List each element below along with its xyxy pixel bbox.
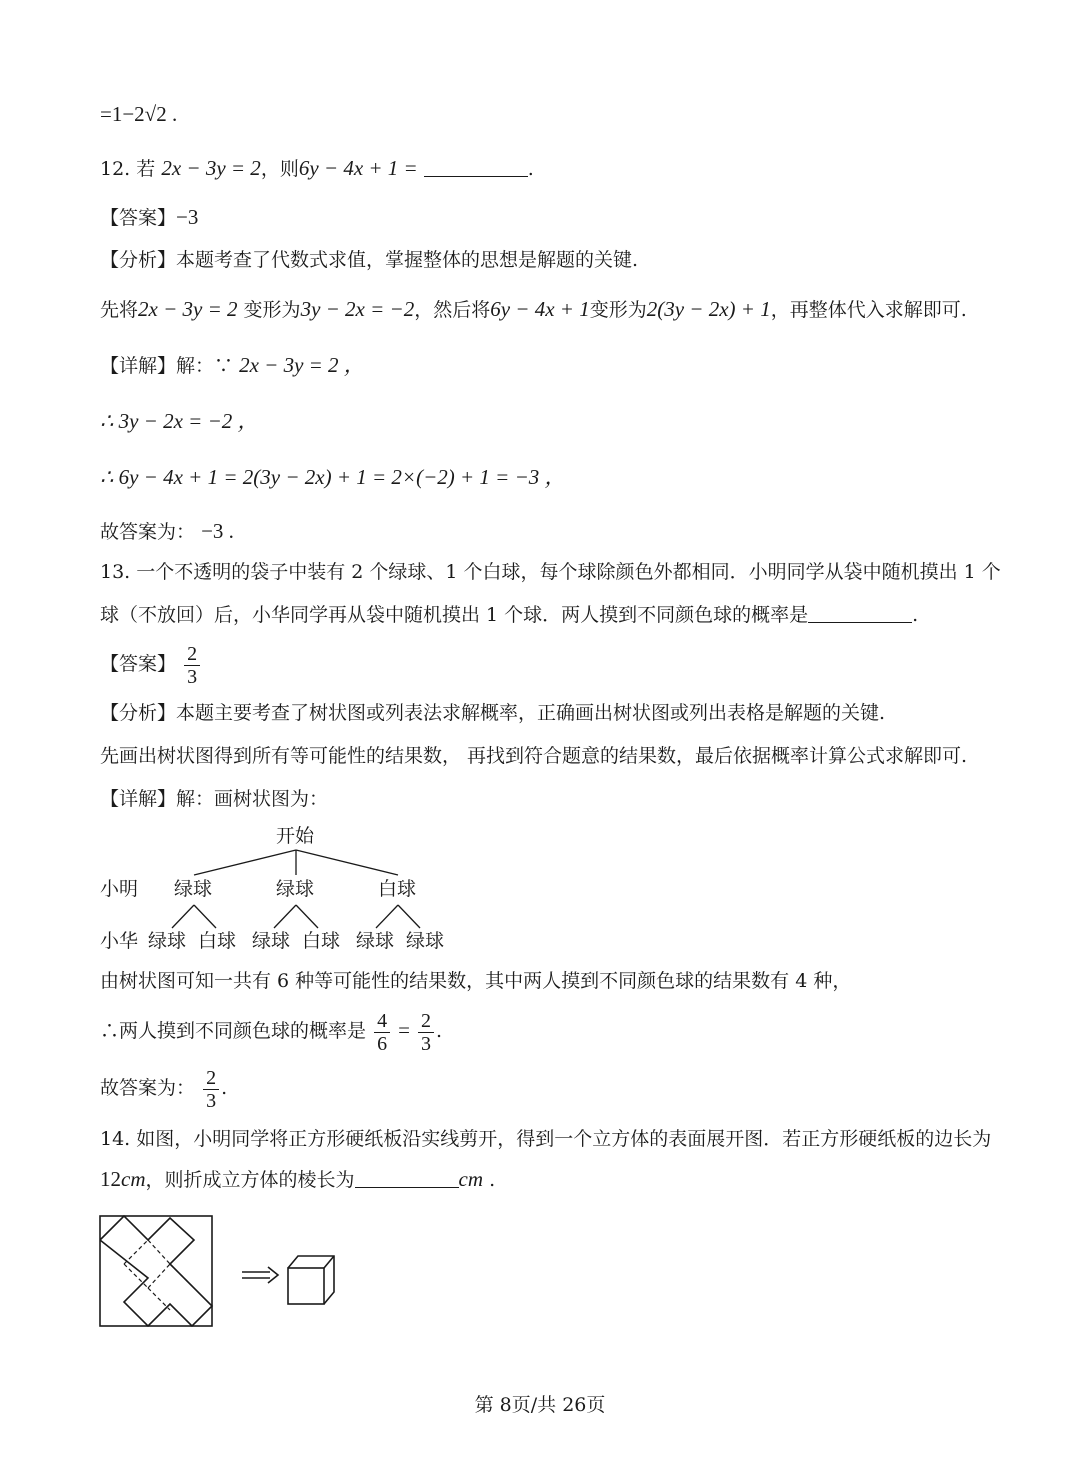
fraction-den: 3 <box>206 1089 217 1112</box>
q13-prob-equals: = <box>398 1018 410 1042</box>
q12-answer-value: −3 <box>176 205 199 229</box>
q12-method-eq1: 2x − 3y = 2 <box>138 297 238 321</box>
q12-detail <box>100 351 365 380</box>
q13-line1: 一个不透明的袋子中装有 2 个绿球、1 个白球，每个球除颜色外都相同．小明同学从袋中随机摸出 1 个 <box>136 561 1001 583</box>
q13-line2-end: . <box>912 604 919 626</box>
prev-answer-line: =1−2√2 . <box>100 102 178 126</box>
q12-method-a: 先将 <box>100 299 139 321</box>
q12-detail-tag: 【详解】 <box>100 355 177 377</box>
q14-line1: 如图，小明同学将正方形硬纸板沿实线剪开，得到一个立方体的表面展开图．若正方形硬纸板的边长为 <box>136 1128 992 1150</box>
q13-analysis-tag: 【分析】 <box>100 702 177 724</box>
tree-level2-node: 绿球 <box>148 930 187 952</box>
q12-eq1: 2x − 3y = 2 <box>161 156 261 180</box>
q14-size-unit: cm <box>121 1167 146 1191</box>
q12-analysis-tag: 【分析】 <box>100 249 177 271</box>
q12-step1: ∴ 3y − 2x = −2 ， <box>100 409 259 433</box>
q13-final <box>100 1064 227 1112</box>
tree-level2-node: 白球 <box>198 930 237 952</box>
q13-prob-fraction2 <box>418 1010 434 1055</box>
tree-level1-node: 白球 <box>378 878 417 900</box>
fraction-den: 3 <box>421 1032 431 1055</box>
q13-detail-intro: 解：画树状图为： <box>176 788 329 810</box>
q13-final-end: . <box>221 1077 228 1099</box>
q12-end: . <box>527 158 534 180</box>
q13-prob-prefix: ∴两人摸到不同颜色球的概率是 <box>100 1020 367 1042</box>
tree-diagram <box>96 818 476 958</box>
q13-analysis-text: 本题主要考查了树状图或列表法求解概率，正确画出树状图或列出表格是解题的关键. <box>176 702 886 724</box>
q14-size-value: 12 <box>100 1167 121 1191</box>
q12-method <box>100 295 967 324</box>
q14-answer-blank <box>355 1165 459 1188</box>
q14-line2-text: ，则折成立方体的棱长为 <box>145 1169 355 1191</box>
page-footer: 第 8页/共 26页 <box>474 1394 606 1416</box>
q12-pre: 若 <box>136 158 156 180</box>
tree-level2-node: 绿球 <box>356 930 395 952</box>
q12-method-d: 变形为 <box>589 299 647 321</box>
q12-detail-eq: 2x − 3y = 2 ， <box>239 353 365 377</box>
q12-answer <box>100 203 198 232</box>
q13-question-line2 <box>100 600 918 629</box>
tree-root: 开始 <box>276 825 315 847</box>
fraction-num: 2 <box>421 1009 431 1032</box>
q13-detail-tag: 【详解】 <box>100 788 177 810</box>
q12-method-eq3: 6y − 4x + 1 <box>490 297 590 321</box>
q12-method-b: 变形为 <box>243 299 301 321</box>
q14-number: 14. <box>100 1128 131 1150</box>
q14-question-line1 <box>100 1125 991 1153</box>
q13-detail <box>100 785 328 813</box>
q12-analysis-text: 本题考查了代数式求值，掌握整体的思想是解题的关键. <box>176 249 639 271</box>
q12-method-eq2: 3y − 2x = −2 <box>300 297 415 321</box>
q14-figure <box>96 1212 346 1332</box>
q13-answer-blank <box>808 600 912 623</box>
q13-prob-fraction1 <box>374 1010 390 1055</box>
q13-conclusion: 由树状图可知一共有 6 种等可能性的结果数，其中两人摸到不同颜色球的结果数有 4 种， <box>100 970 852 992</box>
fraction-num: 2 <box>206 1066 217 1089</box>
q13-method: 先画出树状图得到所有等可能性的结果数， 再找到符合题意的结果数，最后依据概率计算公式求解即可. <box>100 745 968 767</box>
tree-level2-node: 绿球 <box>252 930 291 952</box>
q12-final-prefix: 故答案为： <box>100 521 196 543</box>
q12-method-e: ，再整体代入求解即可. <box>770 299 967 321</box>
q12-mid: ，则 <box>260 158 299 180</box>
q12-number: 12. <box>100 158 131 180</box>
q13-answer <box>100 640 202 688</box>
q13-line2: 球（不放回）后，小华同学再从袋中随机摸出 1 个球．两人摸到不同颜色球的概率是 <box>100 604 809 626</box>
q12-analysis <box>100 246 638 274</box>
tree-level1-label: 小明 <box>100 878 139 900</box>
q13-final-prefix: 故答案为： <box>100 1077 196 1099</box>
q12-method-eq4: 2(3y − 2x) + 1 <box>646 297 771 321</box>
q13-probability <box>100 1006 442 1055</box>
q12-final <box>100 517 234 546</box>
tree-level2-node: 白球 <box>302 930 341 952</box>
tree-level2-label: 小华 <box>100 930 139 952</box>
q12-answer-blank <box>424 154 528 177</box>
q13-answer-fraction <box>184 643 200 688</box>
fraction-den: 6 <box>377 1032 388 1055</box>
tree-level2-node: 绿球 <box>406 930 445 952</box>
q13-prob-end: . <box>436 1020 443 1042</box>
q14-question-line2 <box>100 1165 495 1194</box>
q12-question <box>100 154 534 183</box>
q12-detail-intro: 解：∵ <box>176 355 234 377</box>
q13-question-line1 <box>100 558 1001 586</box>
q12-eq2: 6y − 4x + 1 = <box>298 156 418 180</box>
q13-analysis <box>100 699 885 727</box>
q12-final-value: −3 . <box>201 519 234 543</box>
fraction-num: 4 <box>377 1009 388 1032</box>
q12-method-c: ，然后将 <box>414 299 491 321</box>
tree-level1-node: 绿球 <box>276 878 315 900</box>
q13-answer-tag: 【答案】 <box>100 653 177 675</box>
q13-final-fraction <box>203 1067 219 1112</box>
tree-level1-node: 绿球 <box>174 878 213 900</box>
net-cut-lines <box>100 1216 212 1326</box>
q12-answer-tag: 【答案】 <box>100 207 177 229</box>
q13-number: 13. <box>100 561 131 583</box>
q13-answer-den: 3 <box>187 665 198 688</box>
q14-answer-unit: cm <box>458 1167 484 1191</box>
q13-answer-num: 2 <box>187 642 198 665</box>
q12-step2: ∴ 6y − 4x + 1 = 2(3y − 2x) + 1 = 2×(−2) + 1 = −3 ， <box>100 465 566 489</box>
q14-line2-end: . <box>489 1169 496 1191</box>
